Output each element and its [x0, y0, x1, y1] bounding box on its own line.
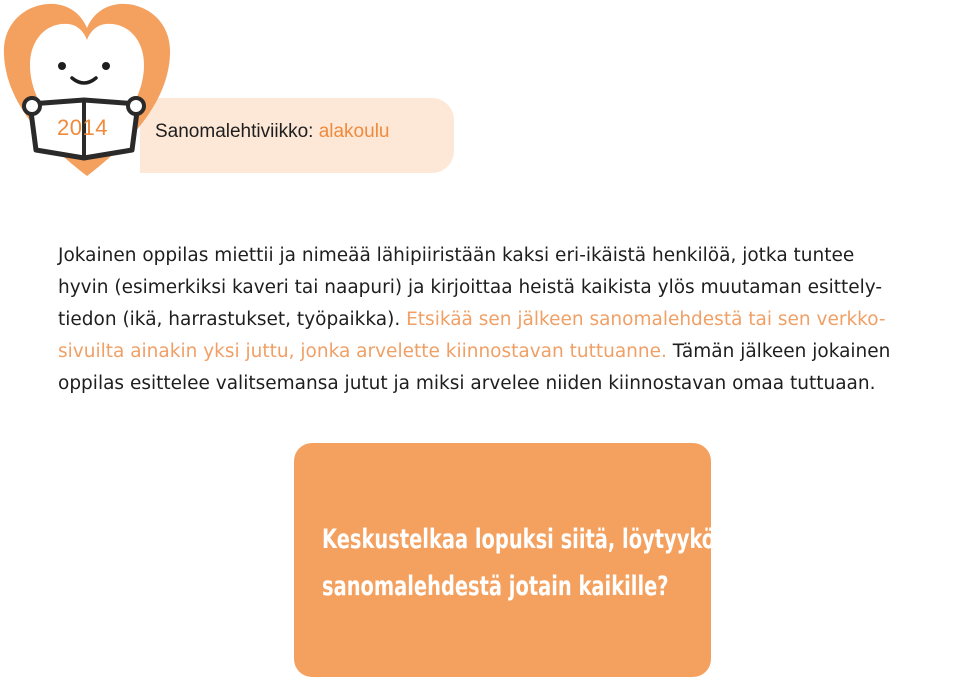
paragraph-line-5: oppilas esittelee valitsemansa jutut ja miksi arvelee niiden kiinnostavan omaa tuttuaan. [58, 373, 876, 394]
callout-line-1: Keskustelkaa lopuksi siitä, löytyykö [322, 524, 716, 555]
right-eye [102, 62, 110, 70]
heart-reader-icon [0, 0, 175, 180]
left-eye [58, 62, 66, 70]
line3-highlight-text: Etsikää sen jälkeen sanomalehdestä tai sen verkko- [406, 309, 886, 330]
year-label: 2014 [57, 115, 108, 140]
title-prefix: Sanomalehtiviikko: [155, 121, 319, 142]
paragraph-line-3 [58, 304, 958, 336]
page-title [155, 121, 389, 143]
right-hand [128, 98, 144, 114]
callout-text [322, 516, 715, 610]
line4-dark-text: Tämän jälkeen jokainen [666, 341, 891, 362]
title-accent: alakoulu [318, 121, 390, 142]
callout-line-2: sanomalehdestä jotain kaikille? [322, 571, 669, 602]
left-hand [24, 98, 40, 114]
line3-dark-text: tiedon (ikä, harrastukset, työpaikka). [58, 309, 407, 330]
line4-highlight-text: sivuilta ainakin yksi juttu, jonka arvelette kiinnostavan tuttuanne. [58, 341, 667, 362]
instructions-paragraph [58, 240, 958, 400]
paragraph-line-1: Jokainen oppilas miettii ja nimeää lähipiiristään kaksi eri-ikäistä henkilöä, jotka tuntee [58, 245, 855, 266]
paragraph-line-4 [58, 336, 958, 368]
paragraph-line-2: hyvin (esimerkiksi kaveri tai naapuri) ja kirjoittaa heistä kaikista ylös muutaman esittely- [58, 277, 883, 298]
